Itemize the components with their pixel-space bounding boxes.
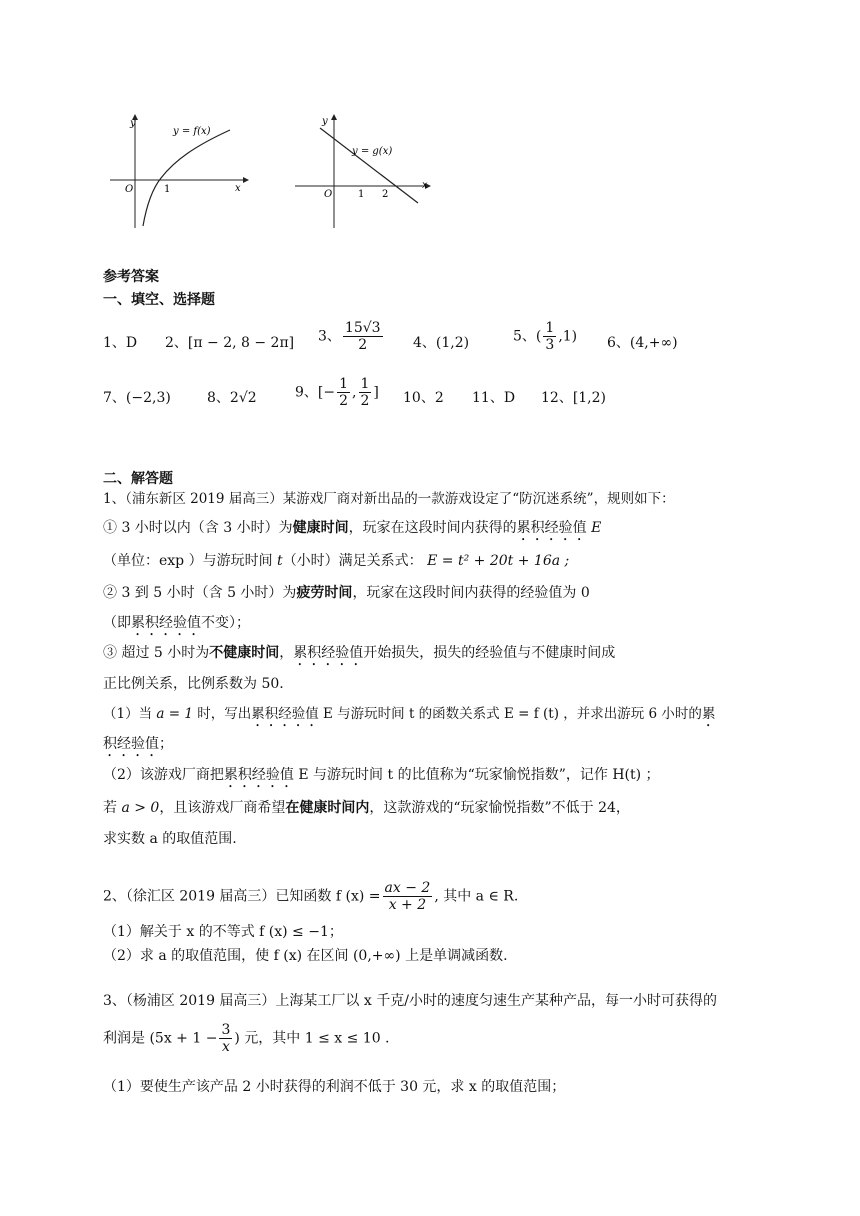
answer-8: 8、2√2 — [207, 390, 257, 406]
q3-line-1: 3、（杨浦区 2019 届高三）上海某工厂以 x 千克/小时的速度匀速生产某种产品，每一小时可获得的 — [103, 993, 717, 1009]
f-curve — [143, 130, 230, 226]
g-line — [320, 128, 418, 203]
answer-6: 6、(4,+∞) — [607, 335, 678, 351]
g-tick-1: 1 — [358, 189, 365, 200]
answer-7: 7、(−2,3) — [103, 390, 171, 406]
answer-5: 5、( $\frac{1}{3}$ ,1) — [513, 320, 578, 353]
q2-line-1: 2、（徐汇区 2019 届高三）已知函数 f (x) = $\frac{ax - 2}{x + 2}$ , 其中 a ∈ R. — [103, 880, 519, 913]
answer-2: 2、[π − 2, 8 − 2π] — [165, 335, 295, 351]
answer-4: 4、(1,2) — [413, 335, 470, 351]
q1-line-12: 求实数 a 的取值范围. — [103, 831, 237, 847]
q1-line-3: （单位：exp ）与游玩时间 t（小时）满足关系式： E = t² + 20t + 16a ; — [103, 553, 570, 569]
q3-line-3: （1）要使生产该产品 2 小时获得的利润不低于 30 元，求 x 的取值范围； — [103, 1079, 566, 1095]
f-tick-1: 1 — [164, 184, 171, 195]
answer-12: 12、[1,2) — [541, 390, 607, 406]
g-y-label: y — [322, 116, 328, 127]
g-x-label: x — [422, 180, 428, 191]
q1-line-2: ① 3 小时以内（含 3 小时）为健康时间，玩家在这段时间内获得的累积经验值 E — [103, 520, 602, 536]
answer-3: 3、 $\frac{15√3}{2}$ — [318, 320, 381, 353]
answer-9: 9、[− $\frac{1}{2}$ , $\frac{1}{2}$ ] — [295, 376, 379, 409]
g-origin: O — [324, 189, 333, 200]
f-x-arrow — [243, 177, 249, 183]
answers-title: 参考答案 — [103, 269, 159, 285]
q2-line-2: （1）解关于 x 的不等式 f (x) ≤ −1； — [103, 924, 343, 940]
f-origin: O — [125, 184, 134, 195]
q1-line-4: ② 3 到 5 小时（含 5 小时）为疲劳时间，玩家在这段时间内获得的经验值为 0 — [103, 585, 590, 601]
answer-10: 10、2 — [403, 390, 444, 406]
section1-title: 一、填空、选择题 — [103, 292, 215, 308]
q1-line-10: （2）该游戏厂商把累积经验值 E 与游玩时间 t 的比值称为“玩家愉悦指数”，记作 H(t) ； — [103, 767, 660, 783]
q2-line-3: （2）求 a 的取值范围，使 f (x) 在区间 (0,+∞) 上是单调减函数. — [103, 948, 508, 964]
g-tick-2: 2 — [382, 189, 389, 200]
q1-line-11: 若 a > 0，且该游戏厂商希望在健康时间内，这款游戏的“玩家愉悦指数”不低于 24， — [103, 800, 630, 816]
f-x-label: x — [235, 183, 241, 194]
f-label: y = f(x) — [173, 126, 211, 137]
f-y-label: y — [130, 118, 136, 129]
q1-line-6: ③ 超过 5 小时为不健康时间，累积经验值开始损失，损失的经验值与不健康时间成 — [103, 645, 616, 661]
q3-line-2: 利润是 (5x + 1 − $\frac{3}{x}$ ) 元，其中 1 ≤ x ≤ 10 . — [103, 1022, 390, 1055]
g-y-arrow — [331, 114, 337, 120]
q1-line-9: 积经验值； — [103, 736, 173, 752]
graph-f — [105, 108, 250, 230]
answer-1: 1、D — [103, 335, 138, 351]
q1-line-8: （1）当 a = 1 时，写出累积经验值 E 与游玩时间 t 的函数关系式 E = f (t) ，并求出游玩 6 小时的累 — [103, 706, 716, 722]
graph-g — [290, 108, 435, 230]
q1-line-7: 正比例关系，比例系数为 50. — [103, 676, 284, 692]
q1-line-5: （即累积经验值不变）； — [103, 615, 250, 631]
answer-11: 11、D — [472, 390, 516, 406]
q1-line-1: 1、（浦东新区 2019 届高三）某游戏厂商对新出品的一款游戏设定了“防沉迷系统”，规则如下： — [103, 491, 675, 507]
g-label: y = g(x) — [352, 146, 393, 157]
section2-title: 二、解答题 — [103, 471, 173, 487]
